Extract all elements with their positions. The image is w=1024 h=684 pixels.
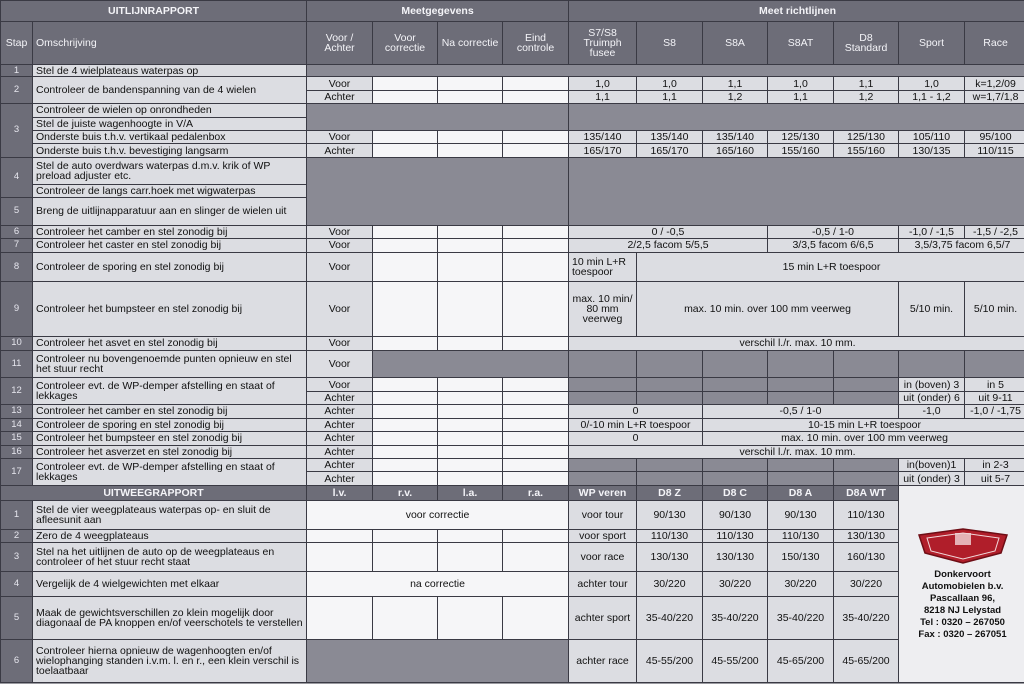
- eind-controle-entry[interactable]: [503, 432, 569, 445]
- company-address: [901, 569, 1024, 641]
- shaded-cell: [569, 157, 1024, 225]
- voor-correctie-entry[interactable]: [373, 337, 438, 350]
- voor-achter-header: Voor / Achter: [307, 21, 373, 64]
- model-header-sport: Sport: [899, 21, 965, 64]
- spec-value: 1,1: [703, 77, 768, 90]
- model-header-s8at: S8AT: [768, 21, 834, 64]
- weeg-entry-ra[interactable]: [503, 543, 569, 572]
- weeg-entry-rv[interactable]: [373, 530, 438, 543]
- weeg-col-lv: l.v.: [307, 485, 373, 500]
- wp-value: 90/130: [637, 501, 703, 530]
- step-description: Controleer de sporing en stel zonodig bij: [33, 418, 307, 431]
- wp-value: 45-55/200: [637, 640, 703, 683]
- step-number: 6: [1, 640, 33, 683]
- shaded-cell: [569, 350, 637, 378]
- weeg-step-description: Zero de 4 weegplateaus: [33, 530, 307, 543]
- step-description: Controleer het asverzet en stel zonodig bij: [33, 445, 307, 458]
- shaded-cell: [768, 391, 834, 404]
- na-correctie-entry[interactable]: [438, 77, 503, 90]
- shaded-cell: [703, 391, 768, 404]
- wp-veren-header: WP veren: [569, 485, 637, 500]
- voor-correctie-entry[interactable]: [373, 252, 438, 281]
- step-number: 5: [1, 597, 33, 640]
- step-description: Onderste buis t.h.v. bevestiging langsarm: [33, 144, 307, 157]
- company-name-1: Donkervoort: [934, 568, 991, 580]
- spec-value: -1,5 / -2,5: [965, 225, 1024, 238]
- weeg-entry-lv[interactable]: [307, 530, 373, 543]
- step-number: 17: [1, 458, 33, 485]
- wp-model-header: D8 Z: [637, 485, 703, 500]
- weeg-entry-ra[interactable]: [503, 597, 569, 640]
- wp-value: 90/130: [703, 501, 768, 530]
- shaded-cell: [703, 458, 768, 471]
- spec-value: max. 10 min. over 100 mm veerweg: [703, 432, 1024, 445]
- shaded-cell: [703, 350, 768, 378]
- wp-value: 160/130: [834, 543, 899, 572]
- spec-value: 1,2: [834, 90, 899, 103]
- weeg-col-ra: r.a.: [503, 485, 569, 500]
- spec-value: 155/160: [834, 144, 899, 157]
- voor-correctie-entry[interactable]: [373, 144, 438, 157]
- step-number: 14: [1, 418, 33, 431]
- spec-value: 0/-10 min L+R toespoor: [569, 418, 703, 431]
- spec-value: 1,1 - 1,2: [899, 90, 965, 103]
- step-description: Controleer de bandenspanning van de 4 wielen: [33, 77, 307, 104]
- step-number: 11: [1, 350, 33, 378]
- spec-value: 165/170: [569, 144, 637, 157]
- wp-label: achter race: [569, 640, 637, 683]
- spec-value: 1,0: [569, 77, 637, 90]
- wp-value: 150/130: [768, 543, 834, 572]
- step-description: Controleer de sporing en stel zonodig bij: [33, 252, 307, 281]
- eind-controle-entry[interactable]: [503, 418, 569, 431]
- voor-correctie-header: Voor correctie: [373, 21, 438, 64]
- company-street: Pascallaan 96,: [930, 592, 995, 604]
- voor-label: Voor: [307, 281, 373, 337]
- spec-value: 135/140: [703, 130, 768, 143]
- spec-value: 10 min L+R toespoor: [569, 252, 637, 281]
- shaded-cell: [834, 472, 899, 485]
- voor-label: Voor: [307, 337, 373, 350]
- uitweegrapport-header: UITWEEGRAPPORT: [1, 485, 307, 500]
- wp-value: 45-65/200: [834, 640, 899, 683]
- spec-value: 3,5/3,75 facom 6,5/7: [899, 239, 1024, 252]
- weeg-col-la: l.a.: [438, 485, 503, 500]
- voor-correctie-entry[interactable]: [373, 378, 438, 391]
- eind-controle-entry[interactable]: [503, 378, 569, 391]
- step-number: 15: [1, 432, 33, 445]
- model-header-d8-standard: D8 Standard: [834, 21, 899, 64]
- shaded-cell: [569, 378, 637, 391]
- step-description: Controleer de langs carr.hoek met wigwaterpas: [33, 184, 307, 197]
- voor-correctie-entry[interactable]: [373, 239, 438, 252]
- step-description: Onderste buis t.h.v. vertikaal pedalenbox: [33, 130, 307, 143]
- weeg-entry-lv[interactable]: [307, 543, 373, 572]
- wp-value: 35-40/220: [637, 597, 703, 640]
- achter-label: Achter: [307, 445, 373, 458]
- eind-controle-entry[interactable]: [503, 130, 569, 143]
- spec-value: verschil l./r. max. 10 mm.: [569, 337, 1024, 350]
- eind-controle-entry[interactable]: [503, 458, 569, 471]
- step-description: Controleer het camber en stel zonodig bij: [33, 225, 307, 238]
- spec-value: 1,0: [899, 77, 965, 90]
- spec-value: in(boven)1: [899, 458, 965, 471]
- eind-controle-entry[interactable]: [503, 225, 569, 238]
- na-correctie-entry[interactable]: [438, 130, 503, 143]
- step-number: 2: [1, 530, 33, 543]
- voor-correctie-entry[interactable]: [373, 418, 438, 431]
- shaded-cell: [569, 458, 637, 471]
- step-description: Stel de 4 wielplateaus waterpas op: [33, 64, 307, 76]
- spec-value: 1,1: [569, 90, 637, 103]
- step-number: 10: [1, 337, 33, 350]
- spec-value: max. 10 min. over 100 mm veerweg: [637, 281, 899, 337]
- spec-value: 5/10 min.: [965, 281, 1024, 337]
- wp-label: voor tour: [569, 501, 637, 530]
- step-description: Controleer evt. de WP-demper afstelling en staat of lekkages: [33, 378, 307, 405]
- wp-value: 110/130: [834, 501, 899, 530]
- step-description: Controleer evt. de WP-demper afstelling en staat of lekkages: [33, 458, 307, 485]
- wp-value: 130/130: [637, 543, 703, 572]
- voor-correctie-entry[interactable]: [373, 225, 438, 238]
- company-city: 8218 NJ Lelystad: [923, 604, 1002, 616]
- voor-label: Voor: [307, 77, 373, 90]
- weeg-entry-ra[interactable]: [503, 530, 569, 543]
- shaded-cell: [373, 350, 569, 378]
- spec-value: 110/115: [965, 144, 1024, 157]
- step-number: 3: [1, 543, 33, 572]
- achter-label: Achter: [307, 432, 373, 445]
- voor-label: Voor: [307, 378, 373, 391]
- na-correctie-entry[interactable]: [438, 378, 503, 391]
- step-number: 3: [1, 104, 33, 158]
- step-description: Stel de juiste wagenhoogte in V/A: [33, 117, 307, 130]
- weeg-entry-rv[interactable]: [373, 543, 438, 572]
- step-number: 1: [1, 64, 33, 76]
- step-description: Controleer het bumpsteer en stel zonodig bij: [33, 281, 307, 337]
- voor-label: Voor: [307, 252, 373, 281]
- weeg-step-description: Stel de vier weegplateaus waterpas op- en sluit de afleesunit aan: [33, 501, 307, 530]
- na-correctie-entry[interactable]: [438, 472, 503, 485]
- spec-value: -1,0 / -1,5: [899, 225, 965, 238]
- shaded-cell: [637, 391, 703, 404]
- na-correctie-header: Na correctie: [438, 21, 503, 64]
- shaded-cell: [637, 458, 703, 471]
- voor-correctie-entry[interactable]: [373, 281, 438, 337]
- step-number: 12: [1, 378, 33, 405]
- company-tel: Tel : 0320 – 267050: [920, 616, 1005, 628]
- eind-controle-entry[interactable]: [503, 391, 569, 404]
- spec-value: in 2-3: [965, 458, 1024, 471]
- spec-value: k=1,2/09: [965, 77, 1024, 90]
- voor-correctie-entry[interactable]: [373, 445, 438, 458]
- achter-label: Achter: [307, 391, 373, 404]
- na-correctie-entry[interactable]: [438, 281, 503, 337]
- step-number: 4: [1, 157, 33, 197]
- step-number: 1: [1, 501, 33, 530]
- shaded-cell: [768, 378, 834, 391]
- uitlijnrapport-header: UITLIJNRAPPORT: [1, 1, 307, 22]
- eind-controle-entry[interactable]: [503, 405, 569, 418]
- na-correctie-entry[interactable]: [438, 144, 503, 157]
- spec-value: 0: [569, 432, 703, 445]
- shaded-cell: [569, 391, 637, 404]
- shaded-cell: [569, 472, 637, 485]
- shaded-cell: [834, 350, 899, 378]
- spec-value: 3/3,5 facom 6/6,5: [768, 239, 899, 252]
- wp-value: 45-65/200: [768, 640, 834, 683]
- shaded-cell: [703, 472, 768, 485]
- wp-label: achter sport: [569, 597, 637, 640]
- wp-value: 30/220: [834, 572, 899, 597]
- spec-value: -0,5 / 1-0: [768, 225, 899, 238]
- spec-value: 0 / -0,5: [569, 225, 768, 238]
- shaded-cell: [834, 378, 899, 391]
- voor-correctie-entry[interactable]: [373, 77, 438, 90]
- shaded-cell: [637, 378, 703, 391]
- spec-value: 125/130: [834, 130, 899, 143]
- weeg-entry-la[interactable]: [438, 543, 503, 572]
- step-description: Controleer het bumpsteer en stel zonodig bij: [33, 432, 307, 445]
- spec-value: uit 9-11: [965, 391, 1024, 404]
- voor-correctie-entry[interactable]: [373, 458, 438, 471]
- wp-label: voor race: [569, 543, 637, 572]
- spec-value: -0,5 / 1-0: [703, 405, 899, 418]
- na-correctie-entry[interactable]: [438, 391, 503, 404]
- step-description: Controleer het camber en stel zonodig bij: [33, 405, 307, 418]
- wp-value: 130/130: [703, 543, 768, 572]
- step-number: 9: [1, 281, 33, 337]
- wp-label: voor sport: [569, 530, 637, 543]
- model-header-s8a: S8A: [703, 21, 768, 64]
- eind-controle-entry[interactable]: [503, 239, 569, 252]
- company-name-2: Automobielen b.v.: [921, 580, 1004, 592]
- shaded-cell: [768, 472, 834, 485]
- na-correctie-entry[interactable]: [438, 445, 503, 458]
- wp-value: 90/130: [768, 501, 834, 530]
- shaded-cell: [569, 104, 1024, 131]
- shaded-cell: [307, 640, 569, 683]
- eind-controle-entry[interactable]: [503, 472, 569, 485]
- weeg-col-rv: r.v.: [373, 485, 438, 500]
- voor-correctie-entry[interactable]: [373, 472, 438, 485]
- na-correctie-entry[interactable]: [438, 252, 503, 281]
- step-number: 7: [1, 239, 33, 252]
- spec-value: uit (onder) 6: [899, 391, 965, 404]
- voor-correctie-entry[interactable]: [373, 90, 438, 103]
- wp-value: 30/220: [768, 572, 834, 597]
- spec-value: 1,1: [834, 77, 899, 90]
- spec-value: uit 5-7: [965, 472, 1024, 485]
- achter-label: Achter: [307, 458, 373, 471]
- spec-value: verschil l./r. max. 10 mm.: [569, 445, 1024, 458]
- shaded-cell: [307, 157, 569, 225]
- spec-value: 155/160: [768, 144, 834, 157]
- na-correctie-entry[interactable]: [438, 225, 503, 238]
- shaded-cell: [834, 458, 899, 471]
- weeg-entry-lv[interactable]: [307, 597, 373, 640]
- spec-value: w=1,7/1,8: [965, 90, 1024, 103]
- eind-controle-entry[interactable]: [503, 144, 569, 157]
- company-block: [899, 485, 1024, 682]
- na-correctie-entry[interactable]: [438, 337, 503, 350]
- na-correctie-entry[interactable]: [438, 405, 503, 418]
- shaded-cell: [834, 391, 899, 404]
- spec-value: 1,1: [637, 90, 703, 103]
- step-description: Controleer nu bovengenoemde punten opnieuw en stel het stuur recht: [33, 350, 307, 378]
- omschrijving-header: Omschrijving: [33, 21, 307, 64]
- shaded-cell: [637, 350, 703, 378]
- wp-model-header: D8 C: [703, 485, 768, 500]
- step-description: Stel de auto overdwars waterpas d.m.v. krik of WP preload adjuster etc.: [33, 157, 307, 184]
- spec-value: 105/110: [899, 130, 965, 143]
- eind-controle-entry[interactable]: [503, 281, 569, 337]
- shaded-cell: [768, 458, 834, 471]
- step-description: Controleer het asvet en stel zonodig bij: [33, 337, 307, 350]
- shaded-cell: [637, 472, 703, 485]
- eind-controle-entry[interactable]: [503, 337, 569, 350]
- na-correctie-entry[interactable]: [438, 418, 503, 431]
- achter-label: Achter: [307, 472, 373, 485]
- spec-value: -1,0: [899, 405, 965, 418]
- spec-value: in (boven) 3: [899, 378, 965, 391]
- voor-label: Voor: [307, 130, 373, 143]
- model-header-s8: S8: [637, 21, 703, 64]
- donkervoort-logo: [915, 527, 1011, 565]
- weeg-entry-la[interactable]: [438, 530, 503, 543]
- meetgegevens-header: Meetgegevens: [307, 1, 569, 22]
- model-header-s7s8: S7/S8 Truimph fusee: [569, 21, 637, 64]
- step-number: 8: [1, 252, 33, 281]
- spec-value: 165/170: [637, 144, 703, 157]
- spec-value: 15 min L+R toespoor: [637, 252, 1024, 281]
- voor-correctie-entry[interactable]: [373, 405, 438, 418]
- weeg-step-description: Stel na het uitlijnen de auto op de weegplateaus en controleer of het stuur recht staat: [33, 543, 307, 572]
- stap-header: Stap: [1, 21, 33, 64]
- spec-value: 135/140: [569, 130, 637, 143]
- spec-value: 1,0: [637, 77, 703, 90]
- wp-value: 130/130: [834, 530, 899, 543]
- spec-value: 0: [569, 405, 703, 418]
- company-fax: Fax : 0320 – 267051: [918, 628, 1007, 640]
- wp-value: 35-40/220: [703, 597, 768, 640]
- shaded-cell: [307, 104, 569, 131]
- shaded-cell: [899, 350, 965, 378]
- achter-label: Achter: [307, 418, 373, 431]
- spec-value: 95/100: [965, 130, 1024, 143]
- spec-value: in 5: [965, 378, 1024, 391]
- spec-value: 135/140: [637, 130, 703, 143]
- eind-controle-entry[interactable]: [503, 445, 569, 458]
- shaded-cell: [703, 378, 768, 391]
- wp-value: 30/220: [637, 572, 703, 597]
- na-correctie-entry[interactable]: [438, 239, 503, 252]
- na-correctie-label: na correctie: [307, 572, 569, 597]
- voor-label: Voor: [307, 239, 373, 252]
- wp-value: 45-55/200: [703, 640, 768, 683]
- spec-value: 1,0: [768, 77, 834, 90]
- eind-controle-entry[interactable]: [503, 90, 569, 103]
- step-number: 13: [1, 405, 33, 418]
- na-correctie-entry[interactable]: [438, 432, 503, 445]
- achter-label: Achter: [307, 144, 373, 157]
- wp-value: 110/130: [637, 530, 703, 543]
- spec-value: uit (onder) 3: [899, 472, 965, 485]
- eind-controle-entry[interactable]: [503, 252, 569, 281]
- model-header-race: Race: [965, 21, 1024, 64]
- step-description: Breng de uitlijnapparatuur aan en slinger de wielen uit: [33, 197, 307, 225]
- achter-label: Achter: [307, 405, 373, 418]
- voor-label: Voor: [307, 225, 373, 238]
- na-correctie-entry[interactable]: [438, 90, 503, 103]
- voor-correctie-entry[interactable]: [373, 432, 438, 445]
- spec-value: -1,0 / -1,75: [965, 405, 1024, 418]
- voor-label: Voor: [307, 350, 373, 378]
- spec-value: 10-15 min L+R toespoor: [703, 418, 1024, 431]
- step-description: Controleer de wielen op onrondheden: [33, 104, 307, 117]
- weeg-entry-la[interactable]: [438, 597, 503, 640]
- shaded-cell: [307, 64, 1024, 76]
- voor-correctie-entry[interactable]: [373, 391, 438, 404]
- weeg-entry-rv[interactable]: [373, 597, 438, 640]
- step-number: 4: [1, 572, 33, 597]
- wp-value: 110/130: [703, 530, 768, 543]
- shaded-cell: [768, 350, 834, 378]
- weeg-step-description: Vergelijk de 4 wielgewichten met elkaar: [33, 572, 307, 597]
- meet-richtlijnen-header: Meet richtlijnen: [569, 1, 1024, 22]
- wp-value: 110/130: [768, 530, 834, 543]
- wp-value: 35-40/220: [768, 597, 834, 640]
- eind-controle-header: Eind controle: [503, 21, 569, 64]
- weeg-step-description: Controleer hierna opnieuw de wagenhoogten en/of wielophanging standen i.v.m. l. en r., een klein verschil is toelaatbaar: [33, 640, 307, 683]
- step-description: Controleer het caster en stel zonodig bij: [33, 239, 307, 252]
- step-number: 2: [1, 77, 33, 104]
- na-correctie-entry[interactable]: [438, 458, 503, 471]
- spec-value: 130/135: [899, 144, 965, 157]
- wp-label: achter tour: [569, 572, 637, 597]
- voor-correctie-label: voor correctie: [307, 501, 569, 530]
- voor-correctie-entry[interactable]: [373, 130, 438, 143]
- spec-value: 1,2: [703, 90, 768, 103]
- spec-value: 2/2,5 facom 5/5,5: [569, 239, 768, 252]
- step-number: 5: [1, 197, 33, 225]
- achter-label: Achter: [307, 90, 373, 103]
- eind-controle-entry[interactable]: [503, 77, 569, 90]
- wp-model-header: D8 A: [768, 485, 834, 500]
- wp-model-header: D8A WT: [834, 485, 899, 500]
- spec-value: max. 10 min/ 80 mm veerweg: [569, 281, 637, 337]
- spec-value: 165/160: [703, 144, 768, 157]
- step-number: 16: [1, 445, 33, 458]
- spec-value: 125/130: [768, 130, 834, 143]
- spec-value: 1,1: [768, 90, 834, 103]
- step-number: 6: [1, 225, 33, 238]
- shaded-cell: [965, 350, 1024, 378]
- spec-value: 5/10 min.: [899, 281, 965, 337]
- wp-value: 35-40/220: [834, 597, 899, 640]
- wp-value: 30/220: [703, 572, 768, 597]
- weeg-step-description: Maak de gewichtsverschillen zo klein mogelijk door diagonaal de PA knoppen en/of veerschotels te verstellen: [33, 597, 307, 640]
